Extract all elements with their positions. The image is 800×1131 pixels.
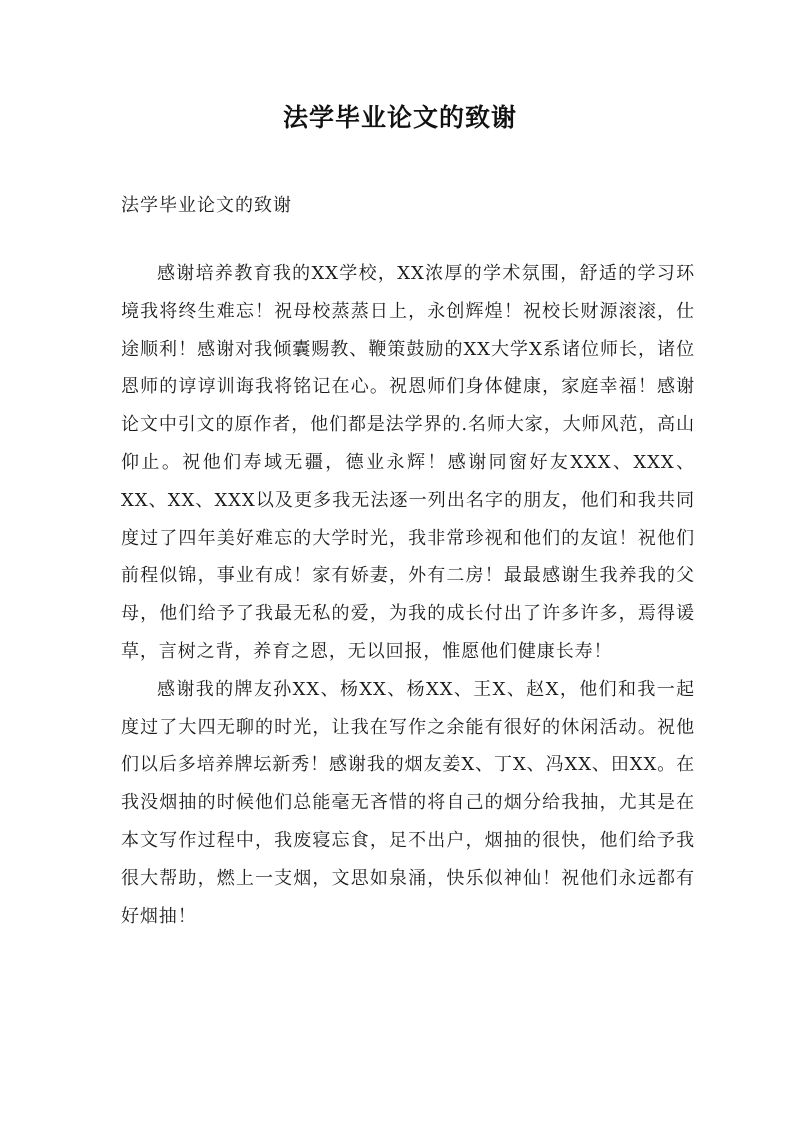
paragraph-thanks-friends: 感谢我的牌友孙XX、杨XX、杨XX、王X、赵X，他们和我一起度过了大四无聊的时光，让我在写作之余能有很好的休闲活动。祝他们以后多培养牌坛新秀！感谢我的烟友姜X、丁X、冯XX、田XX。在我没烟抽的时候他们总能毫无吝惜的将自己的烟分给我抽，尤其是在本文写作过程中，我废寝忘食，足不出户，烟抽的很快，他们给予我很大帮助，燃上一支烟，文思如泉涌，快乐似神仙！祝他们永远都有好烟抽！	[121, 678, 695, 927]
document-subtitle: 法学毕业论文的致谢	[121, 195, 292, 216]
document-body	[121, 255, 695, 935]
document-title: 法学毕业论文的致谢	[282, 103, 517, 132]
paragraph-thanks-school-teachers-family: 感谢培养教育我的XX学校，XX浓厚的学术氛围，舒适的学习环境我将终生难忘！祝母校蒸蒸日上，永创辉煌！祝校长财源滚滚，仕途顺利！感谢对我倾囊赐教、鞭策鼓励的XX大学X系诸位师长，诸位恩师的谆谆训诲我将铭记在心。祝恩师们身体健康，家庭幸福！感谢论文中引文的原作者，他们都是法学界的.名师大家，大师风范，高山仰止。祝他们寿域无疆，德业永辉！感谢同窗好友XXX、XXX、XX、XX、XXX以及更多我无法逐一列出名字的朋友，他们和我共同度过了四年美好难忘的大学时光，我非常珍视和他们的友谊！祝他们前程似锦，事业有成！家有娇妻，外有二房！最最感谢生我养我的父母，他们给予了我最无私的爱，为我的成长付出了许多许多，焉得谖草，言树之背，养育之恩，无以回报，惟愿他们健康长寿！	[121, 263, 695, 662]
